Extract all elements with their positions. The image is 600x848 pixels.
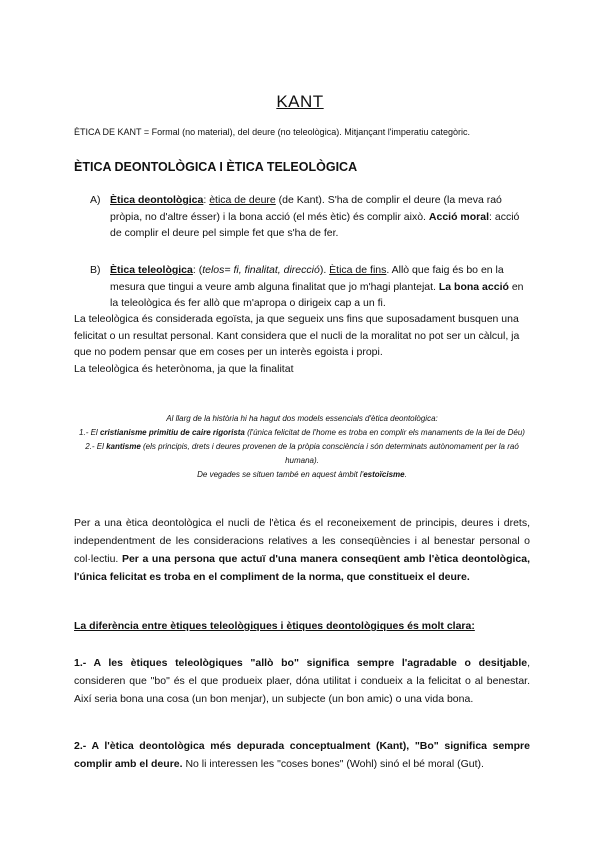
quote-line-1: Al llarg de la història hi ha hagut dos models essencials d'ètica deontològica: — [166, 414, 438, 423]
paragraph-egoism: La teleològica és considerada egoïsta, ja que segueix uns fins que suposadament busquen una felicitat o un resultat personal. Kant considera que el nucli de la moralitat no pot ser un càlcul, ja que no podem pensar que em coses per un interès egoista i propi. — [74, 313, 520, 358]
quote-l4-end: . — [404, 470, 407, 479]
quote-l3-bold: kantisme — [106, 442, 141, 451]
item-a-bold: Acció moral — [428, 210, 490, 223]
item-b-bold: La bona acció — [438, 280, 509, 293]
item-b-teleological — [90, 262, 530, 312]
quote-l3-rest: (els principis, drets i deures provenen de la pròpia consciència i són determinats autònomament per la raó humana). — [140, 442, 519, 465]
quote-l2-bold: cristianisme primitiu de caire rigorista — [99, 428, 245, 437]
item-a-text1: (de Kant). S'ha de complir el deure (la meva raó pròpia, no d'altre ésser) i la bona acció (el més ètic) és complir això. — [110, 194, 502, 223]
page-title: KANT — [276, 92, 324, 111]
quote-line-3 — [74, 440, 530, 468]
quote-line-4 — [74, 468, 530, 482]
point-1 — [74, 654, 530, 708]
item-b-italic: telos= fi, finalitat, direcció — [202, 264, 320, 276]
body1-text: Per a una ètica deontològica el nucli de l'ètica és el reconeixement de principis, deures i drets, independentment de les consideracions relatives a les conseqüències i al benestar personal o col·lectiu. — [74, 517, 530, 565]
difference-heading: La diferència entre ètiques teleològiques i ètiques deontològiques és molt clara: — [74, 620, 475, 632]
item-b-term: Ètica teleològica — [110, 264, 193, 276]
item-b-text1: . Allò que faig és bo en la mesura que tingui a veure amb alguna finalitat que jo m'hagi plantejat. — [110, 264, 504, 293]
quote-l2-rest: (l'única felicitat de l'home es troba en complir els manaments de la llei de Déu) — [244, 428, 525, 437]
item-a-colon: : — [203, 194, 210, 206]
item-b-link: Ètica de fins — [329, 264, 387, 276]
point-1-bold: 1.- A les ètiques teleològiques "allò bo" significa sempre l'agradable o desitjable — [74, 657, 528, 669]
point-2-text: No li interessen les "coses bones" (Wohl) sinó el bé moral (Gut). — [182, 758, 484, 770]
item-b-marker: B) — [90, 264, 101, 276]
quote-line-2 — [74, 426, 530, 440]
item-b-text2: en la teleològica és fer allò que m'apropa o dirigeix cap a un fi. — [110, 280, 524, 309]
quote-l3-prefix: 2.- El — [85, 442, 107, 451]
item-b-colon: : ( — [192, 264, 203, 276]
item-a-link: ètica de deure — [209, 194, 276, 206]
item-b-close: ). — [319, 264, 330, 276]
quote-l4-prefix: De vegades se situen també en aquest àmbit l' — [197, 470, 364, 479]
quote-box — [74, 412, 530, 482]
quote-l4-bold: estoïcisme — [363, 470, 405, 479]
point-2-bold: 2.- A l'ètica deontològica més depurada conceptualment (Kant), "Bo" significa sempre complir amb el deure. — [74, 740, 530, 770]
intro-line: ÈTICA DE KANT = Formal (no material), del deure (no teleològica). Mitjançant l'imperatiu categòric. — [74, 127, 470, 137]
point-2 — [74, 737, 530, 773]
item-a-marker: A) — [90, 194, 101, 206]
section-heading: ÈTICA DEONTOLÒGICA I ÈTICA TELEOLÒGICA — [74, 160, 358, 174]
body1-bold: Per a una persona que actuï d'una manera conseqüent amb l'ètica deontològica, l'única felicitat es troba en el compliment de la norma, que constitueix el deure. — [74, 553, 531, 583]
paragraph-heteronomy: La teleològica és heterònoma, ja que la finalitat — [74, 363, 294, 375]
item-a-text2: : acció de complir el deure pel simple fet que s'ha de fer. — [110, 210, 520, 239]
item-a-deontological — [90, 192, 530, 242]
item-a-term: Ètica deontològica — [110, 194, 204, 206]
point-1-text: , consideren que "bo" és el que produeix plaer, dóna utilitat i condueix a la felicitat o al benestar. Així seria bona una cosa (un bon menjar), un subjecte (un bon amic) o una vida bona. — [74, 657, 530, 705]
quote-l2-prefix: 1.- El — [79, 428, 100, 437]
paragraph-deontological-core — [74, 514, 530, 586]
